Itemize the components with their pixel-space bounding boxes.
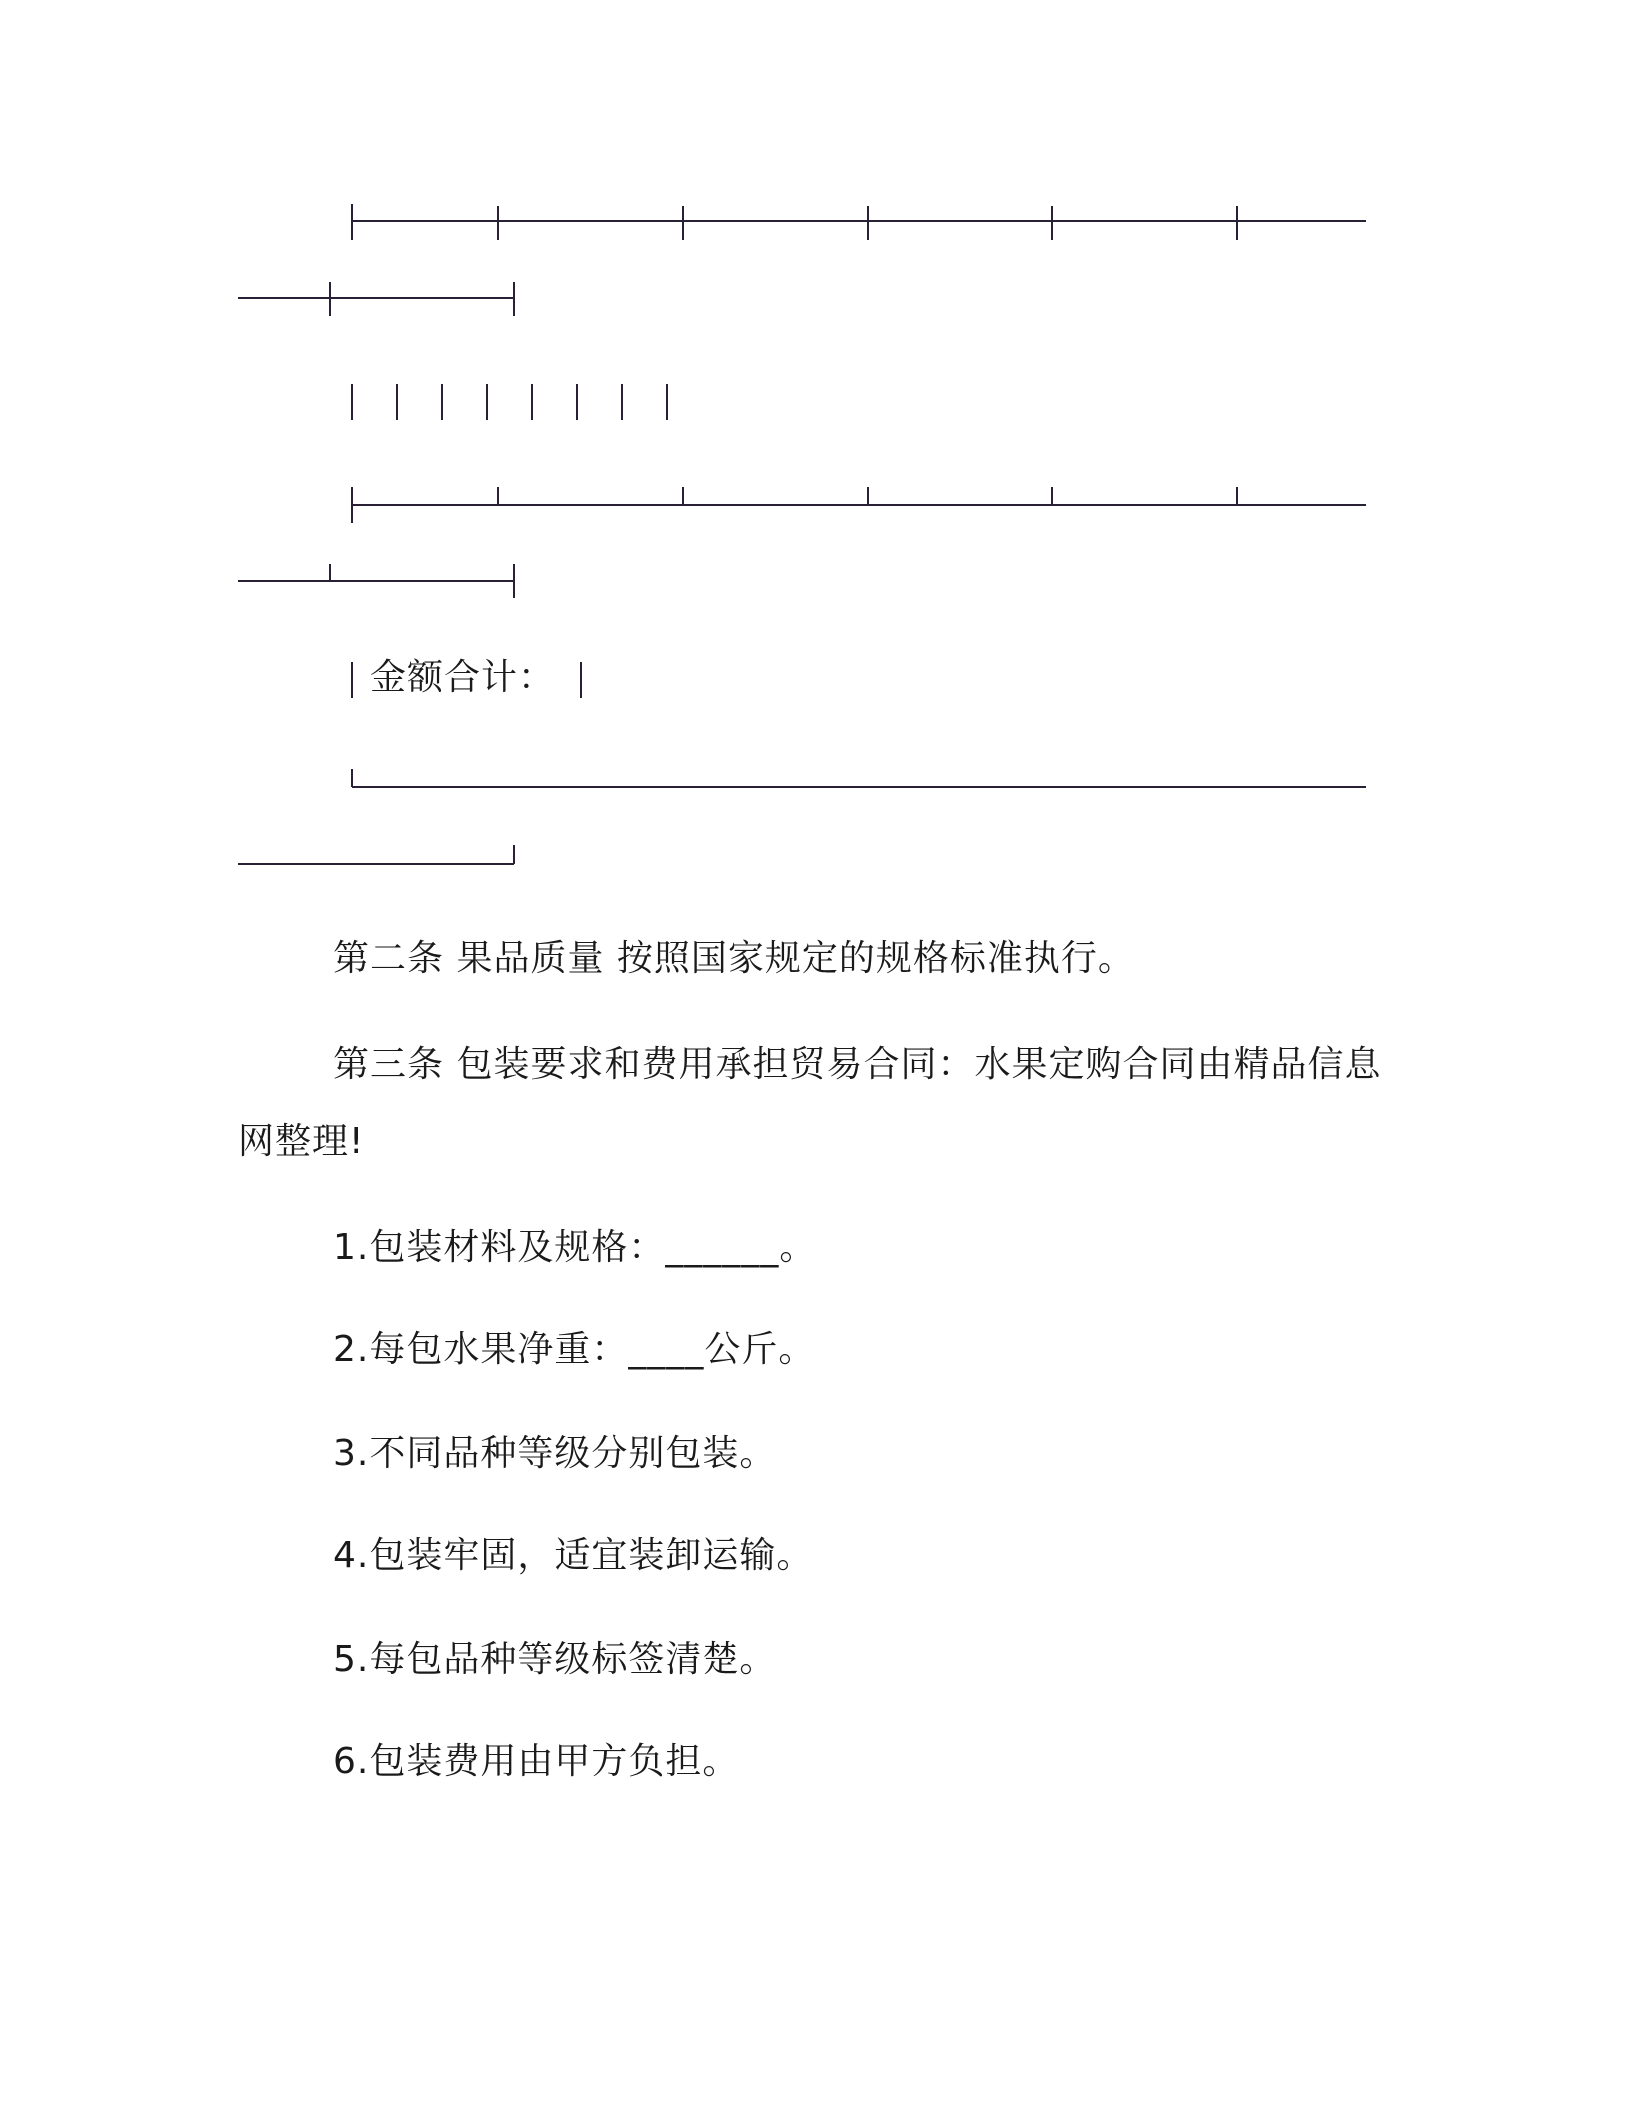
article-3-packaging-line-1: 第三条 包装要求和费用承担贸易合同：水果定购合同由精品信息	[333, 1044, 1382, 1085]
packaging-item-4: 4.包装牢固，适宜装卸运输。	[333, 1535, 814, 1576]
table-rule-lines	[0, 0, 1632, 900]
amount-total-label: 金额合计：	[370, 657, 556, 698]
table-cell-dividers	[352, 384, 667, 420]
article-3-packaging-line-2: 网整理!	[238, 1121, 365, 1162]
packaging-item-5: 5.每包品种等级标签清楚。	[333, 1639, 777, 1680]
packaging-item-2: 2.每包水果净重：____公斤。	[333, 1329, 816, 1370]
packaging-item-3: 3.不同品种等级分别包装。	[333, 1433, 777, 1474]
article-2-quality: 第二条 果品质量 按照国家规定的规格标准执行。	[333, 938, 1135, 979]
packaging-item-6: 6.包装费用由甲方负担。	[333, 1741, 740, 1782]
packaging-item-1: 1.包装材料及规格：______。	[333, 1227, 817, 1268]
